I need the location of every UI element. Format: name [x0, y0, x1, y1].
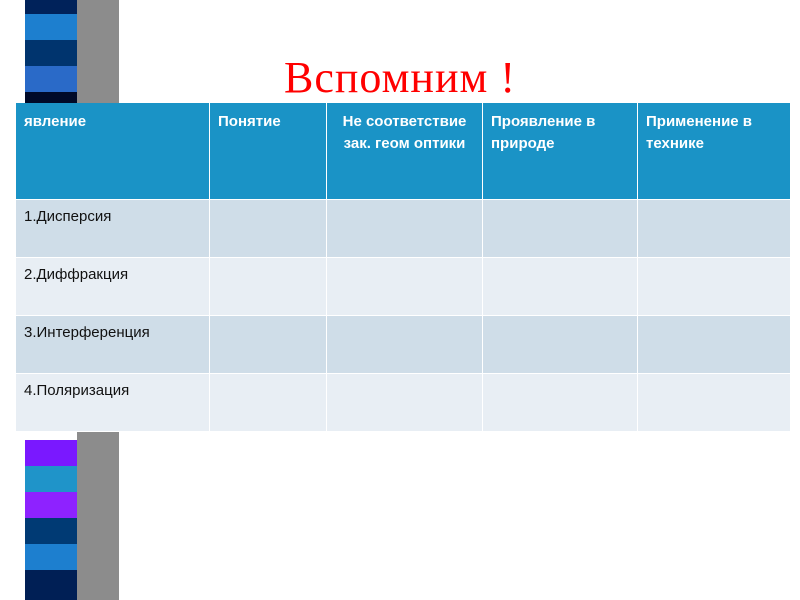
- header-phenomenon: явление: [16, 103, 210, 199]
- cell-in-nature: [483, 373, 638, 431]
- cell-phenomenon: 4.Поляризация: [16, 373, 210, 431]
- header-in-technology: Применение в технике: [638, 103, 791, 199]
- cell-in-technology: [638, 315, 791, 373]
- cell-mismatch: [327, 199, 483, 257]
- cell-in-technology: [638, 199, 791, 257]
- cell-concept: [210, 373, 327, 431]
- table-header-row: [16, 103, 791, 199]
- table-row: [16, 373, 791, 431]
- cell-in-nature: [483, 315, 638, 373]
- cell-concept: [210, 257, 327, 315]
- table-row: [16, 315, 791, 373]
- cell-mismatch: [327, 257, 483, 315]
- header-concept: Понятие: [210, 103, 327, 199]
- phenomena-table: [15, 103, 791, 432]
- header-in-nature: Проявление в природе: [483, 103, 638, 199]
- cell-mismatch: [327, 315, 483, 373]
- cell-in-nature: [483, 257, 638, 315]
- cell-phenomenon: 3.Интерференция: [16, 315, 210, 373]
- cell-phenomenon: 2.Диффракция: [16, 257, 210, 315]
- cell-concept: [210, 199, 327, 257]
- cell-mismatch: [327, 373, 483, 431]
- table-row: [16, 199, 791, 257]
- cell-phenomenon: 1.Дисперсия: [16, 199, 210, 257]
- cell-concept: [210, 315, 327, 373]
- header-mismatch: Не соответствие зак. геом оптики: [327, 103, 483, 199]
- cell-in-technology: [638, 373, 791, 431]
- cell-in-nature: [483, 199, 638, 257]
- slide-title: Вспомним !: [283, 53, 517, 102]
- table-row: [16, 257, 791, 315]
- cell-in-technology: [638, 257, 791, 315]
